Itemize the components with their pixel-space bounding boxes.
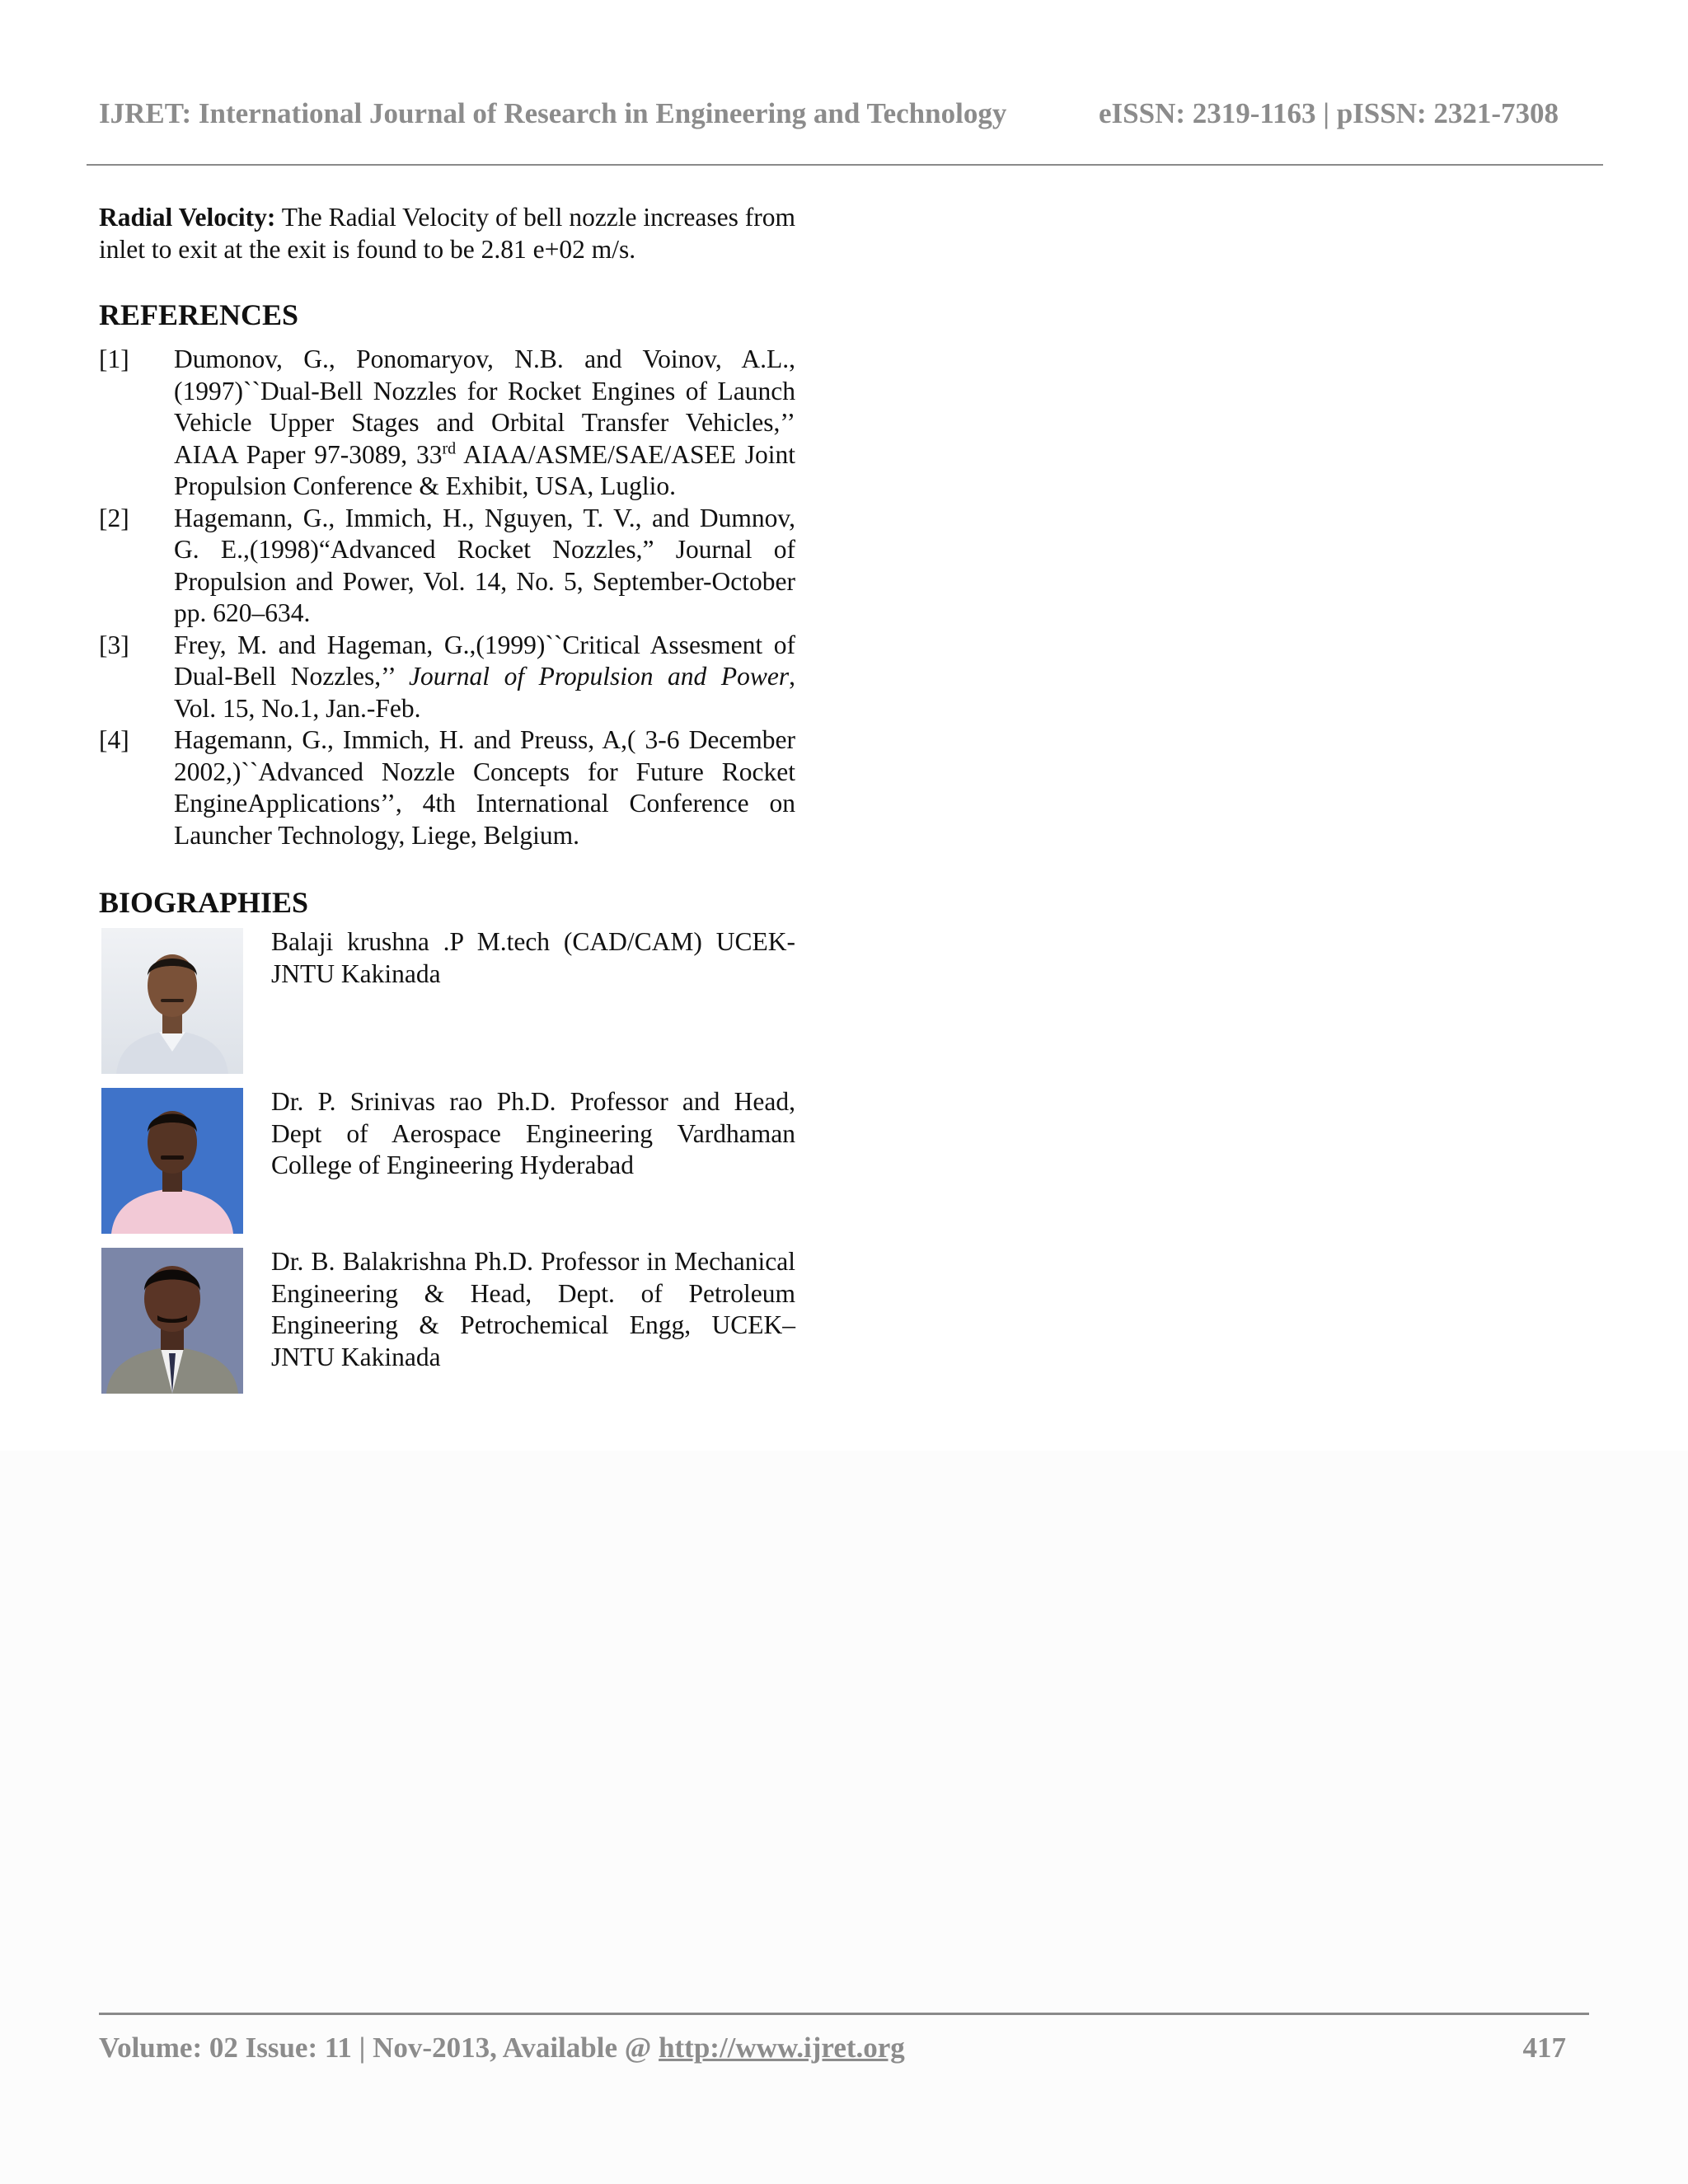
reference-item [99,503,795,630]
reference-text-continued: , Vol. 15, No.1, Jan.-Feb. [174,662,795,723]
journal-url-link[interactable]: http://www.ijret.org [659,2032,905,2064]
reference-text-continued: AIAA/ASME/SAE/ASEE Joint Propulsion Conference & Exhibit, USA, Luglio. [174,439,795,500]
running-footer [99,2032,1566,2073]
biographies-heading: BIOGRAPHIES [99,886,309,919]
footer-rule [99,2013,1589,2015]
page-background-tint [0,1451,1688,2184]
reference-text: Hagemann, G., Immich, H., Nguyen, T. V., and Dumnov, G. E.,(1998)“Advanced Rocket Nozzles,” Journal of Propulsion and Power, Vol. 14, No. 5, September-October pp. 620–634. [174,503,795,627]
journal-title: IJRET: International Journal of Research in Engineering and Technology [99,97,1007,129]
volume-text: Volume: 02 Issue: 11 | Nov-2013, Available @ [99,2032,659,2064]
reference-text: Hagemann, G., Immich, H. and Preuss, A,( 3-6 December 2002,)``Advanced Nozzle Concepts for Future Rocket EngineApplications’’, 4th International Conference on Launcher Technology, Liege, Belgium. [174,725,795,850]
volume-info [99,2032,905,2064]
reference-text: Frey, M. and Hageman, G.,(1999)``Critical Assesment of Dual-Bell Nozzles,’’ [174,630,795,691]
biography-entry [99,926,795,1086]
biography-text: Balaji krushna .P M.tech (CAD/CAM) UCEK-JNTU Kakinada [271,927,795,988]
biography-text: Dr. B. Balakrishna Ph.D. Professor in Mechanical Engineering & Head, Dept. of Petroleum Engineering & Petrochemical Engg, UCEK–JNTU Kakinada [271,1247,795,1371]
radial-velocity-label: Radial Velocity: [99,203,276,232]
reference-item [99,344,795,503]
reference-superscript: rd [442,439,457,457]
running-header [99,97,1582,138]
reference-item [99,630,795,725]
biography-text: Dr. P. Srinivas rao Ph.D. Professor and Head, Dept of Aerospace Engineering Vardhaman College of Engineering Hyderabad [271,1087,795,1179]
page-number: 417 [1522,2032,1566,2064]
reference-number: [1] [99,344,129,373]
author-photo-2 [101,1088,243,1234]
references-heading: REFERENCES [99,298,299,331]
issn-info: eISSN: 2319-1163 | pISSN: 2321-7308 [1099,97,1559,129]
reference-number: [3] [99,630,129,659]
biography-entry [99,1246,795,1406]
reference-item [99,724,795,851]
left-column [99,202,795,1406]
author-photo-1 [101,928,243,1074]
reference-number: [2] [99,503,129,532]
reference-journal-name: Journal of Propulsion and Power [409,662,790,691]
header-rule [87,164,1603,166]
author-photo-3 [101,1248,243,1394]
radial-velocity-paragraph [99,202,795,265]
reference-text: Dumonov, G., Ponomaryov, N.B. and Voinov, A.L.,(1997)``Dual-Bell Nozzles for Rocket Engines of Launch Vehicle Upper Stages and Orbital Transfer Vehicles,’’ AIAA Paper 97-3089, 33 [174,344,795,469]
reference-number: [4] [99,725,129,754]
biography-entry [99,1086,795,1246]
radial-velocity-text: The Radial Velocity of bell nozzle increases from inlet to exit at the exit is found to be 2.81 e+02 m/s. [99,203,795,264]
